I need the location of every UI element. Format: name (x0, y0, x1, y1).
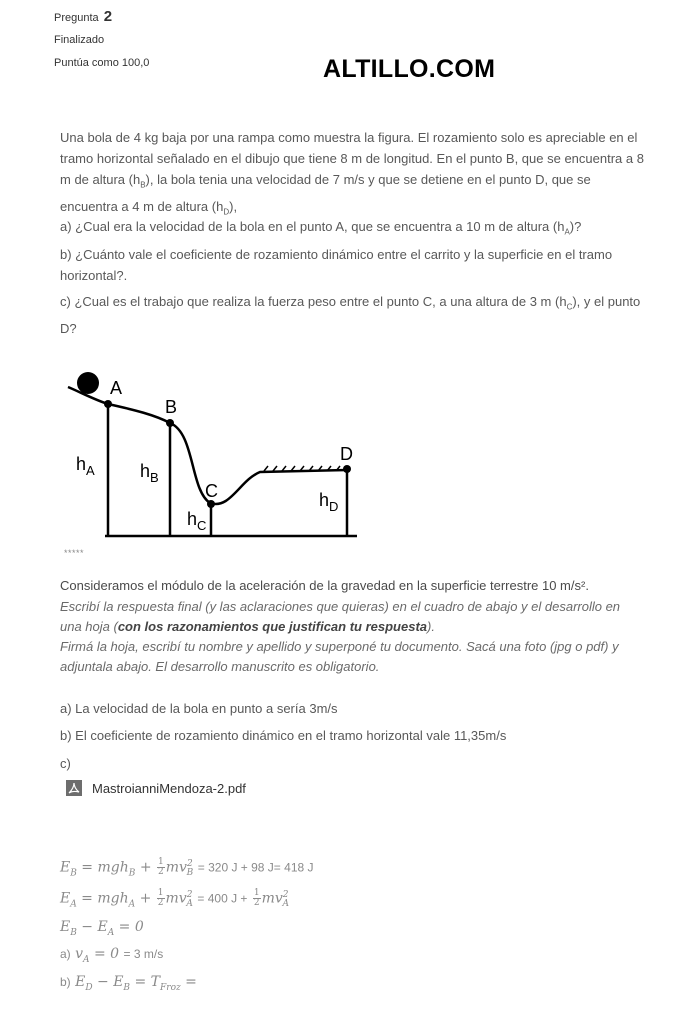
instructions-text: Escribí la respuesta final (y las aclaraciones que quieras) en el cuadro de abajo y el desarrollo en una hoja (con los razonamientos que justifican tu respuesta). Firmá la hoja, escribí tu nombre y apellido y superponé tu documento. Sacá una foto (jpg o pdf) y adjuntala abajo. El desarrollo manuscrito es obligatorio. (60, 599, 621, 674)
label-hb: $h_B$ (140, 461, 159, 485)
label-a: A (110, 378, 123, 398)
question-label: Pregunta 2 (54, 8, 113, 25)
problem-statement: Una bola de 4 kg baja por una rampa como muestra la figura. El rozamiento solo es apreciable en el tramo horizontal señalado en el dibujo que tiene 8 m de longitud. En el punto B, que se encuentra a 8 m de altura $(h_B)$, la bola tenia una velocidad de 7 m/s y que se detiene en el punto D, que se encuentra a 4 m de altura $(h_D)$, (60, 130, 644, 217)
answer-c: c) (60, 756, 71, 771)
equation-work: b) $E_D - E_B = T_{Froz}$ = (60, 974, 197, 993)
label-b: B (165, 397, 178, 417)
label-c: C (205, 481, 218, 501)
point-a-dot (104, 400, 112, 408)
point-c-dot (207, 500, 215, 508)
point-b-dot (166, 419, 174, 427)
point-d-dot (343, 465, 351, 473)
attachment-link[interactable] (66, 780, 246, 796)
label-hc: $h_C$ (187, 509, 207, 533)
answer-b: b) El coeficiente de rozamiento dinámico en el tramo horizontal vale 11,35m/s (60, 728, 507, 743)
question-status: Finalizado (54, 34, 105, 46)
separator-stars: ***** (64, 548, 85, 558)
pdf-icon (66, 780, 82, 796)
attachment-filename[interactable]: MastroianniMendoza-2.pdf (92, 780, 246, 796)
label-d: D (340, 444, 353, 464)
ramp-figure (60, 360, 370, 545)
label-ha: $h_A$ (76, 454, 95, 478)
equation-eb: $E_B = mgh_B$ + $\frac{1}{2}$ $mv^2_B = 320$ J + 98 J= 418 J (60, 857, 314, 879)
question-b: b) ¿Cuánto vale el coeficiente de rozamiento dinámico entre el carrito y la superficie en el tramo horizontal?. (60, 247, 613, 283)
question-number: 2 (103, 8, 113, 25)
label-hd: $h_D$ (319, 490, 339, 514)
question-score: Puntúa como 100,0 (54, 57, 150, 69)
answer-a: a) La velocidad de la bola en punto a sería 3m/s (60, 701, 338, 716)
gravity-note: Consideramos el módulo de la aceleración de la gravedad en la superficie terrestre 10 m/s². (60, 578, 589, 593)
watermark: ALTILLO.COM (323, 55, 496, 83)
equation-va: a) $v_A = 0 = 3$ m/s (60, 946, 164, 965)
ball-icon (77, 372, 99, 394)
question-c: c) ¿Cual es el trabajo que realiza la fuerza peso entre el punto C, a una altura de 3 m $(h_C)$, y el punto D? (60, 294, 641, 336)
equation-energy-balance: $E_B - E_A = 0$ (60, 919, 144, 938)
question-a: a) ¿Cual era la velocidad de la bola en el punto A, que se encuentra a 10 m de altura $(h_A)$? (60, 219, 582, 237)
equation-ea: $E_A = mgh_A$ + $\frac{1}{2}$ $mv^2_A = 400$ J + $\frac{1}{2}$ $mv^2_A$ (60, 888, 290, 910)
